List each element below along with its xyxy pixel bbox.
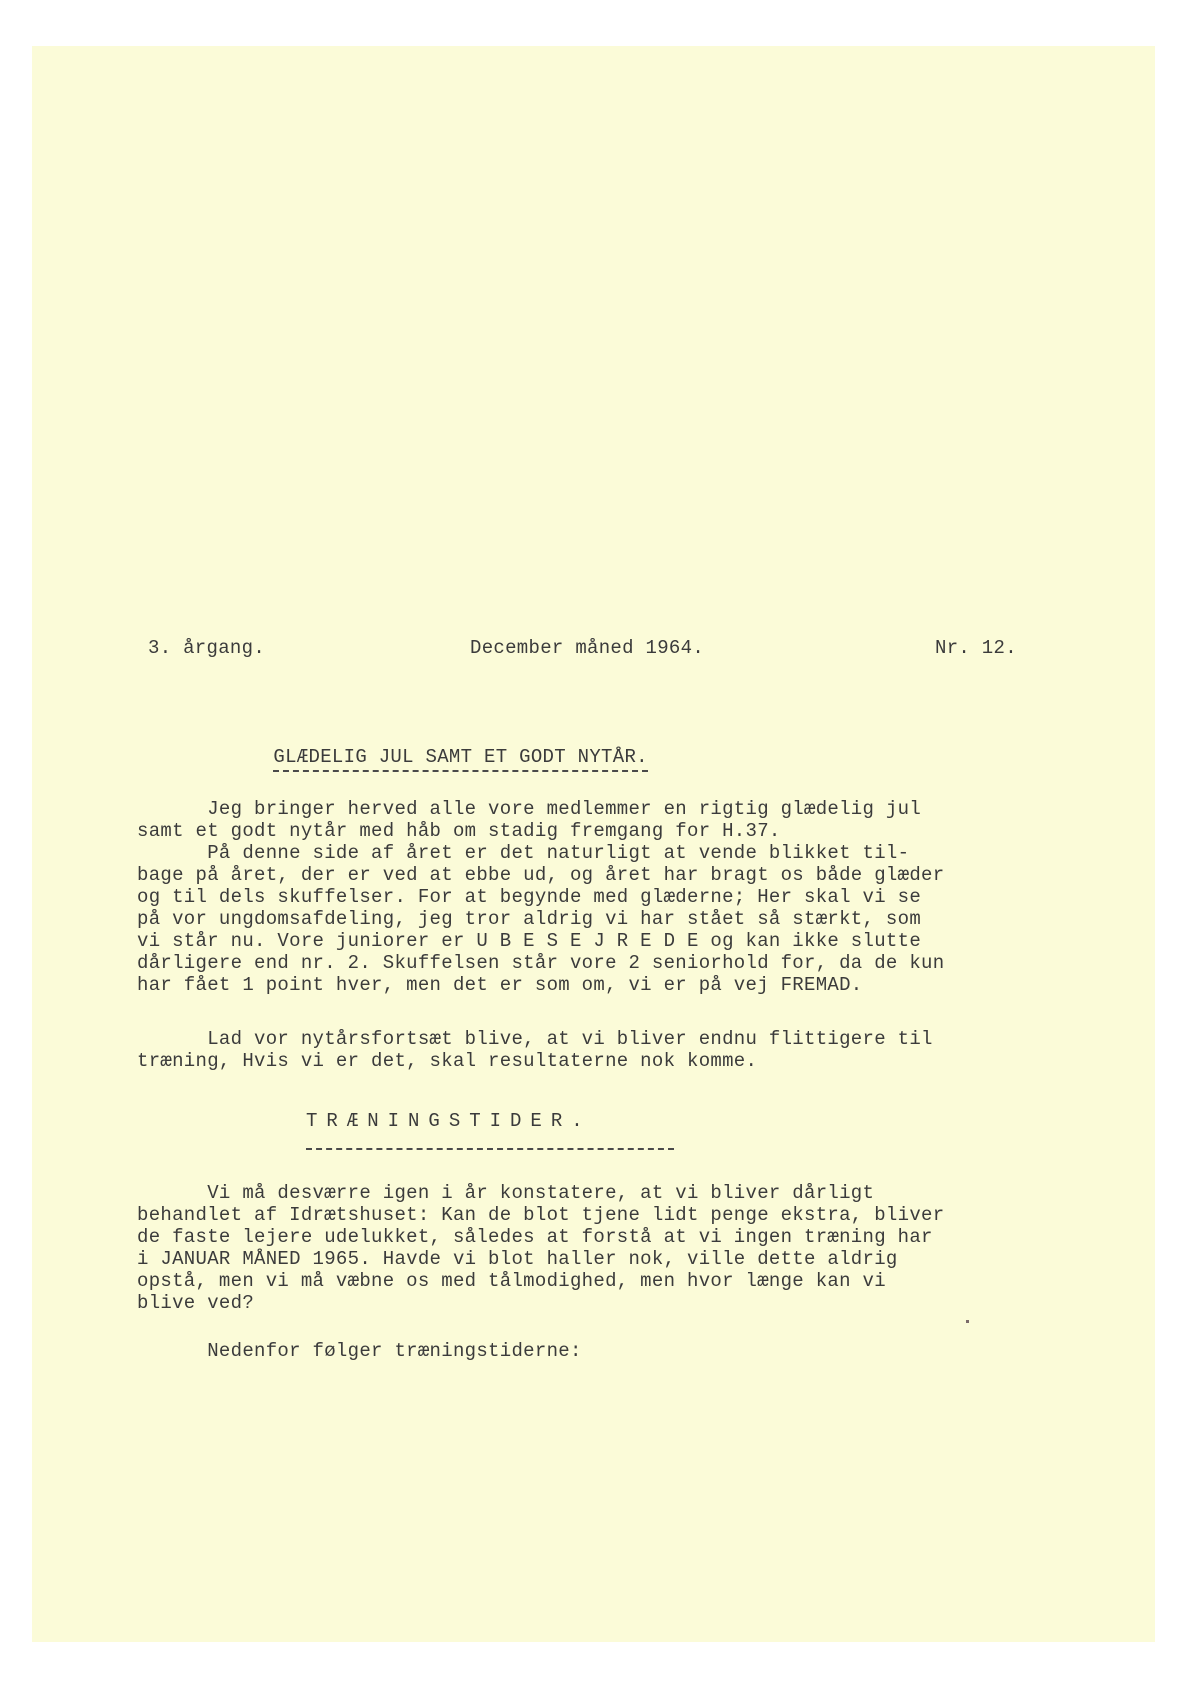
paragraph-christmas-greeting-line: dårligere end nr. 2. Skuffelsen står vore 2 seniorhold for, da de kun: [137, 952, 945, 974]
paragraph-christmas-greeting: [137, 798, 944, 996]
greeting-title-text: GLÆDELIG JUL SAMT ET GODT NYTÅR.: [273, 746, 647, 772]
paragraph-training-issue-line: opstå, men vi må væbne os med tålmodighed, men hvor længe kan vi: [137, 1270, 886, 1292]
paragraph-training-issue: [137, 1182, 944, 1314]
paragraph-christmas-greeting-line: og til dels skuffelser. For at begynde med glæderne; Her skal vi se: [137, 886, 922, 908]
volume-label: 3. årgang.: [148, 637, 266, 659]
paragraph-christmas-greeting-line: på vor ungdomsafdeling, jeg tror aldrig vi har stået så stærkt, som: [137, 908, 922, 930]
paragraph-christmas-greeting-line: bage på året, der er ved at ebbe ud, og året har bragt os både glæder: [137, 864, 945, 886]
paragraph-training-issue-line: blive ved?: [137, 1292, 255, 1314]
ink-speck: [966, 1320, 969, 1323]
paragraph-christmas-greeting-line: har fået 1 point hver, men det er som om, vi er på vej FREMAD.: [137, 974, 863, 996]
paragraph-new-year-resolution-line: træning, Hvis vi er det, skal resultaterne nok komme.: [137, 1050, 758, 1072]
paragraph-christmas-greeting-line: vi står nu. Vore juniorer er U B E S E J R E D E og kan ikke slutte: [137, 930, 922, 952]
section-title-underline: [306, 1148, 674, 1150]
paragraph-christmas-greeting-line: samt et godt nytår med håb om stadig fremgang for H.37.: [137, 820, 781, 842]
greeting-title: [250, 724, 648, 768]
issue-date: December måned 1964.: [470, 637, 705, 659]
paragraph-christmas-greeting-line: På denne side af året er det naturligt at vende blikket til-: [137, 842, 910, 864]
paragraph-new-year-resolution: [137, 1028, 933, 1072]
paragraph-christmas-greeting-line: Jeg bringer herved alle vore medlemmer en rigtig glædelig jul: [137, 798, 922, 820]
paragraph-training-issue-line: Vi må desværre igen i år konstatere, at vi bliver dårligt: [137, 1182, 875, 1204]
paragraph-training-issue-line: de faste lejere udelukket, således at forstå at vi ingen træning har: [137, 1226, 933, 1248]
section-title-training: TRÆNINGSTIDER.: [306, 1110, 592, 1132]
paragraph-training-issue-line: behandlet af Idrætshuset: Kan de blot tjene lidt penge ekstra, bliver: [137, 1204, 945, 1226]
paragraph-new-year-resolution-line: Lad vor nytårsfortsæt blive, at vi bliver endnu flittigere til: [137, 1028, 933, 1050]
closing-line: Nedenfor følger træningstiderne:: [137, 1340, 582, 1362]
issue-number: Nr. 12.: [935, 637, 1017, 659]
paragraph-training-issue-line: i JANUAR MÅNED 1965. Havde vi blot haller nok, ville dette aldrig: [137, 1248, 898, 1270]
